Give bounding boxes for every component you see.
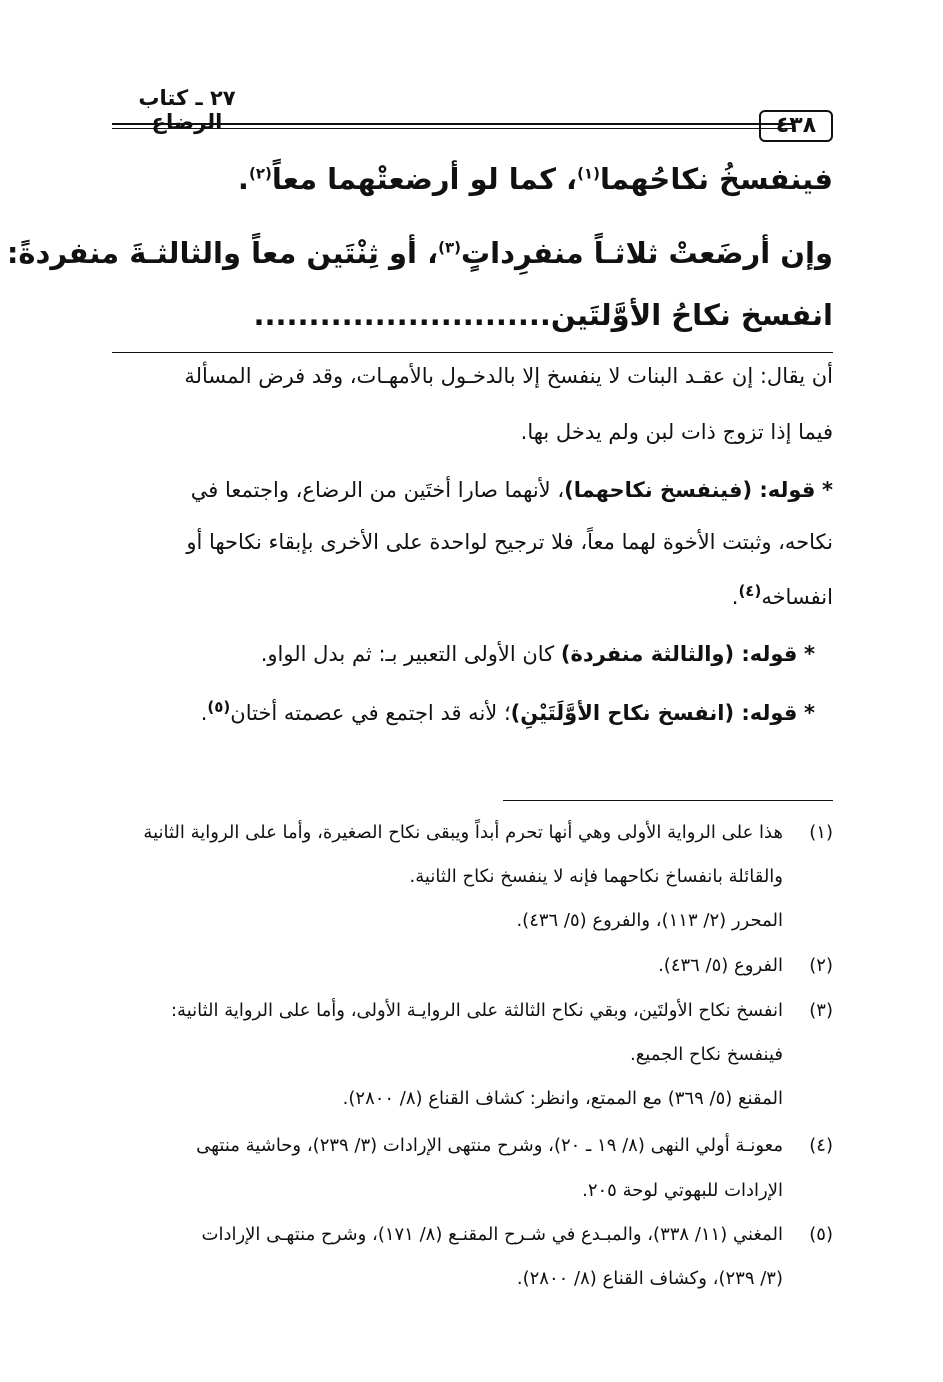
star-icon: * [822, 478, 833, 502]
text-run: . [200, 701, 208, 725]
chapter-title: ٢٧ ـ كتاب الرضاع [138, 86, 236, 134]
header-rule [112, 123, 793, 125]
footnote-number: (٤) [809, 1135, 833, 1156]
text-run: كان الأولى التعبير بـ: ثم بدل الواو. [260, 642, 561, 666]
quote-heading: قوله: (فينفسخ نكاحهما) [564, 478, 816, 502]
text-run: . [237, 162, 249, 196]
commentary-line-2: فيما إذا تزوج ذات لبن ولم يدخل بها. [520, 420, 833, 444]
footnote-text: هذا على الرواية الأولى وهي أنها تحرم أبداً ويبقى نكاح الصغيرة، وأما على الرواية الثانية [143, 822, 783, 843]
footnote-text: المقنع (٥/ ٣٦٩) مع الممتع، وانظر: كشاف القناع (٨/ ٢٨٠٠). [342, 1088, 783, 1109]
quote-heading: قوله: (والثالثة منفردة) [560, 642, 798, 666]
commentary-line-4: نكاحه، وثبتت الأخوة لهما معاً، فلا ترجيح لواحدة على الأخرى بإبقاء نكاحها أو [186, 530, 833, 554]
footnote-ref: (٢) [248, 164, 272, 183]
main-text-line-1 [113, 162, 833, 196]
text-run: انفساخه [761, 585, 833, 609]
star-icon: * [804, 642, 815, 666]
text-run: ؛ لأنه قد اجتمع في عصمته أختان [230, 701, 511, 725]
footnote-text: (٣/ ٢٣٩)، وكشاف القناع (٨/ ٢٨٠٠). [516, 1268, 783, 1289]
text-run: . [731, 585, 739, 609]
footnote-ref: (١) [577, 164, 600, 183]
main-text-line-2 [6, 236, 833, 270]
section-divider [112, 352, 833, 353]
text-run: ، أو ثِنْتَين معاً والثالثـةَ منفردةً: [6, 236, 439, 270]
footnote-ref: (٣) [438, 238, 461, 257]
footnote-text: الفروع (٥/ ٤٣٦). [658, 955, 783, 976]
footnote-text: معونـة أولي النهى (٨/ ١٩ ـ ٢٠)، وشرح منتهى الإرادات (٣/ ٢٣٩)، وحاشية منتهى [196, 1135, 783, 1156]
text-run: ، كما لو أرضعتْهما معاً [271, 162, 578, 196]
star-icon: * [804, 701, 815, 725]
footnote-number: (٢) [809, 955, 833, 976]
footnote-number: (٥) [809, 1224, 833, 1245]
text-run: انفسخ نكاحُ الأوَّلتَين [550, 298, 833, 332]
footnote-text: انفسخ نكاح الأولتَين، وبقي نكاح الثالثة على الروايـة الأولى، وأما على الرواية الثانية: [170, 1000, 783, 1021]
quote-heading: قوله: (انفسخ نكاح الأوَّلَتَيْنِ) [510, 701, 798, 725]
dot-leader: ........................... [253, 298, 551, 332]
footnote-ref: (٤) [738, 582, 762, 600]
text-run: وإن أرضَعتْ ثلاثـاً منفرِداتٍ [460, 236, 833, 270]
footnote-text: الإرادات للبهوتي لوحة ٢٠٥. [582, 1180, 783, 1201]
footnote-text: المغني (١١/ ٣٣٨)، والمبـدع في شـرح المقنـع (٨/ ١٧١)، وشرح منتهـى الإرادات [201, 1224, 783, 1245]
footnote-ref: (٥) [207, 698, 231, 716]
text-run: فينفسخُ نكاحُهما [599, 162, 833, 196]
header-rule-thin [112, 128, 793, 129]
commentary-line-7 [93, 698, 815, 725]
commentary-line-5 [111, 582, 833, 609]
footnote-text: فينفسخ نكاح الجميع. [630, 1044, 783, 1065]
footnote-text: المحرر (٢/ ١١٣)، والفروع (٥/ ٤٣٦). [516, 910, 783, 931]
page-number: ٤٣٨ [759, 110, 833, 142]
commentary-line-1: أن يقال: إن عقـد البنات لا ينفسخ إلا بالدخـول بالأمهـات، وقد فرض المسألة [184, 364, 833, 388]
footnote-number: (١) [809, 822, 833, 843]
commentary-line-3 [111, 478, 833, 502]
footnote-text: والقائلة بانفساخ نكاحهما فإنه لا ينفسخ نكاح الثانية. [409, 866, 783, 887]
main-text-line-3 [113, 298, 833, 332]
commentary-line-6 [93, 642, 815, 666]
text-run: ، لأنهما صارا أختَين من الرضاع، واجتمعا في [190, 478, 565, 502]
footnote-number: (٣) [809, 1000, 833, 1021]
footnote-divider [503, 800, 833, 801]
